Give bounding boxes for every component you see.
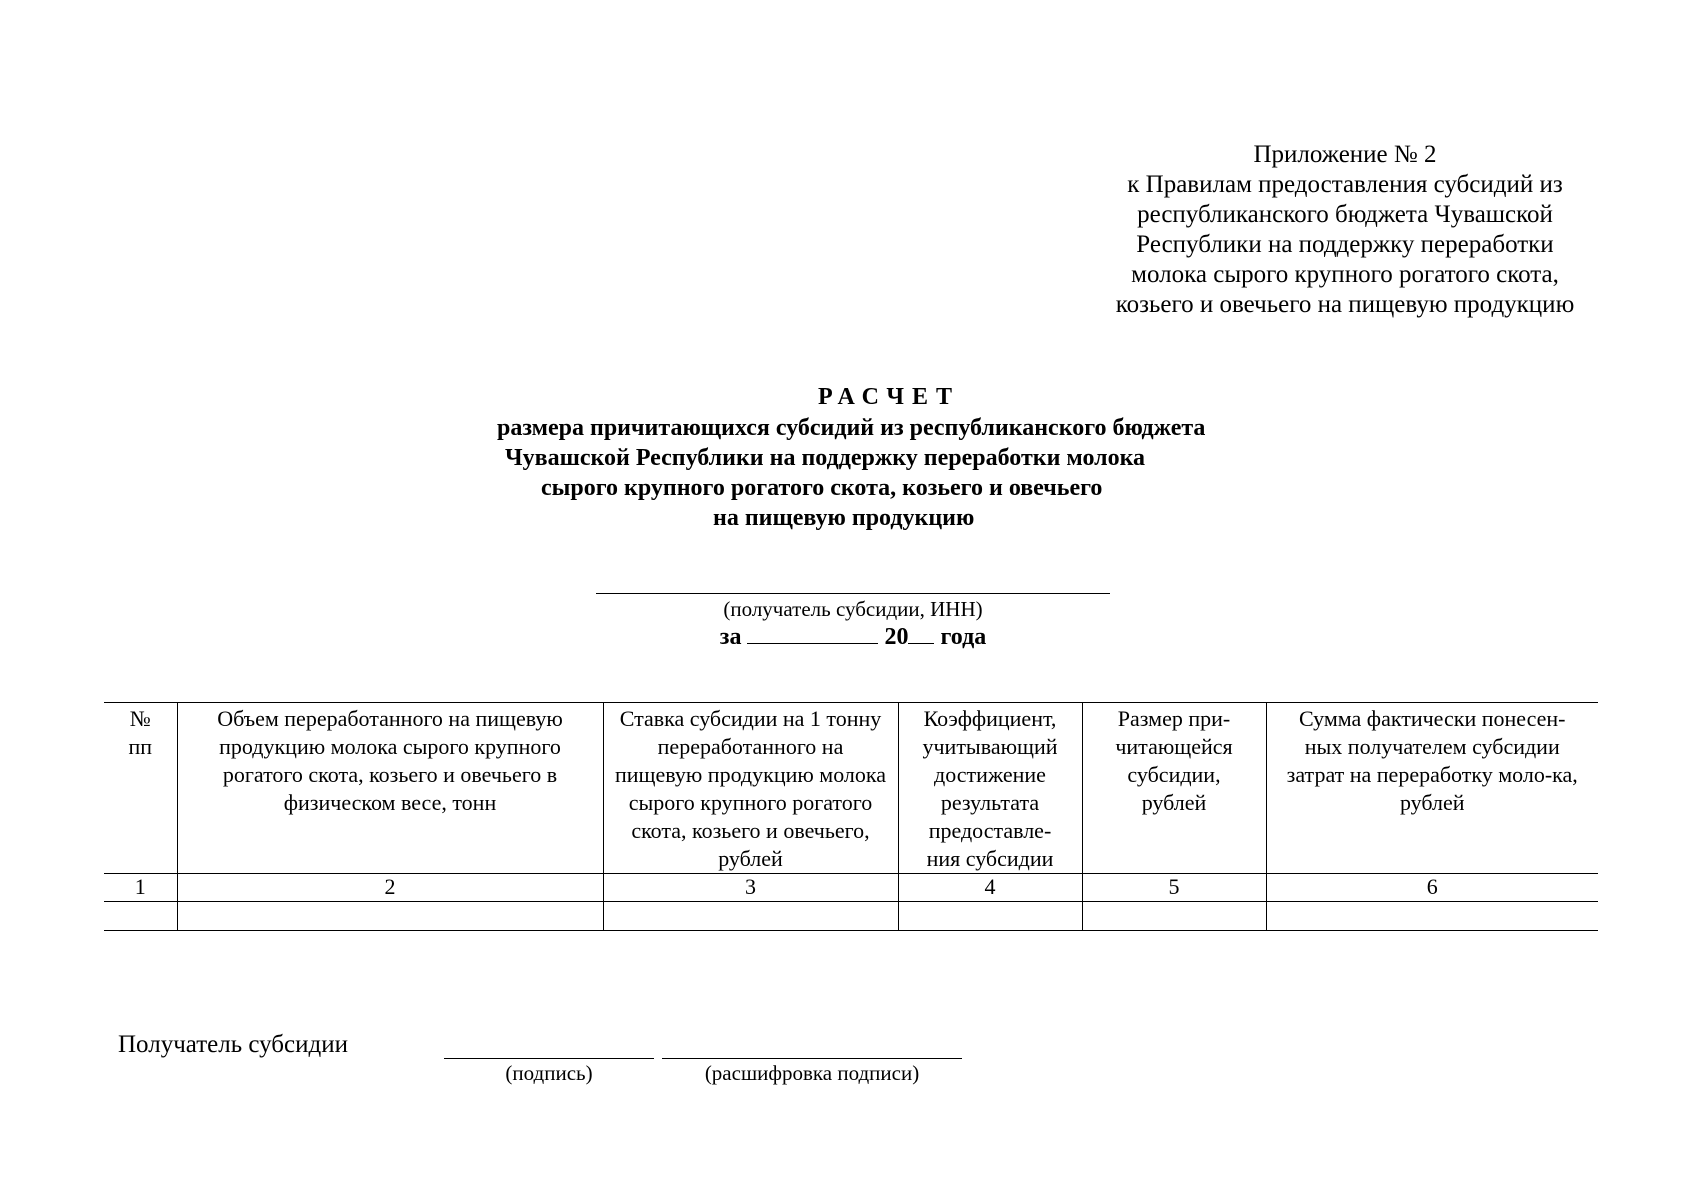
period-line [596,622,1110,652]
column-number-row [104,874,1598,902]
period-month-blank [747,623,878,644]
title-line: Чувашской Республики на поддержку переработки молока [505,445,1146,471]
title-word: РАСЧЕТ [817,384,961,410]
appendix-line: к Правилам предоставления субсидий из [1127,171,1563,198]
appendix-line: молока сырого крупного рогатого скота, [1131,261,1559,288]
appendix-header [1080,140,1610,320]
header-cell-coefficient: Коэффициент, учитывающий достижение результата предоставле-ния субсидии [898,703,1082,874]
table-header-row [104,703,1598,874]
title-line: размера причитающихся субсидий из республиканского бюджета [497,415,1206,441]
header-cell-rate: Ставка субсидии на 1 тонну переработанного на пищевую продукцию молока сырого крупного рогатого скота, козьего и овечьего, рублей [603,703,898,874]
column-number-cell: 2 [177,874,603,902]
appendix-line: Приложение № 2 [1253,141,1437,168]
column-number-cell: 3 [603,874,898,902]
appendix-line: козьего и овечьего на пищевую продукцию [1115,291,1575,318]
appendix-line: Республики на поддержку переработки [1136,231,1554,258]
appendix-line: республиканского бюджета Чувашской [1137,201,1553,228]
signature-label: Получатель субсидии [118,1031,348,1058]
title-line: на пищевую продукцию [713,505,975,531]
column-number-cell: 5 [1082,874,1266,902]
table-cell [603,902,898,931]
signature-decode-caption: (расшифровка подписи) [704,1061,920,1085]
header-cell-number: № пп [104,703,177,874]
table-cell [104,902,177,931]
table-cell [177,902,603,931]
table-cell [1266,902,1598,931]
recipient-caption: (получатель субсидии, ИНН) [723,597,983,621]
header-cell-subsidy-amount: Размер при-читающейся субсидии, рублей [1082,703,1266,874]
period-year-blank [908,623,934,644]
table-cell [898,902,1082,931]
recipient-blank-line [596,593,1110,594]
header-cell-volume: Объем переработанного на пищевую продукцию молока сырого крупного рогатого скота, козьего и овечьего в физическом весе, тонн [177,703,603,874]
period-prefix: за [719,624,742,650]
signature-caption: (подпись) [505,1061,593,1085]
period-suffix: года [940,624,987,650]
title-line: сырого крупного рогатого скота, козьего и овечьего [541,475,1103,501]
column-number-cell: 4 [898,874,1082,902]
document-title [440,382,1400,533]
table-cell [1082,902,1266,931]
column-number-cell: 6 [1266,874,1598,902]
signature-decode-blank-line [662,1058,962,1059]
calculation-table [104,702,1598,931]
table-row [104,902,1598,931]
header-cell-actual-costs: Сумма фактически понесен-ных получателем субсидии затрат на переработку моло-ка, рублей [1266,703,1598,874]
period-year-prefix: 20 [884,624,909,650]
column-number-cell: 1 [104,874,177,902]
signature-blank-line [444,1058,654,1059]
